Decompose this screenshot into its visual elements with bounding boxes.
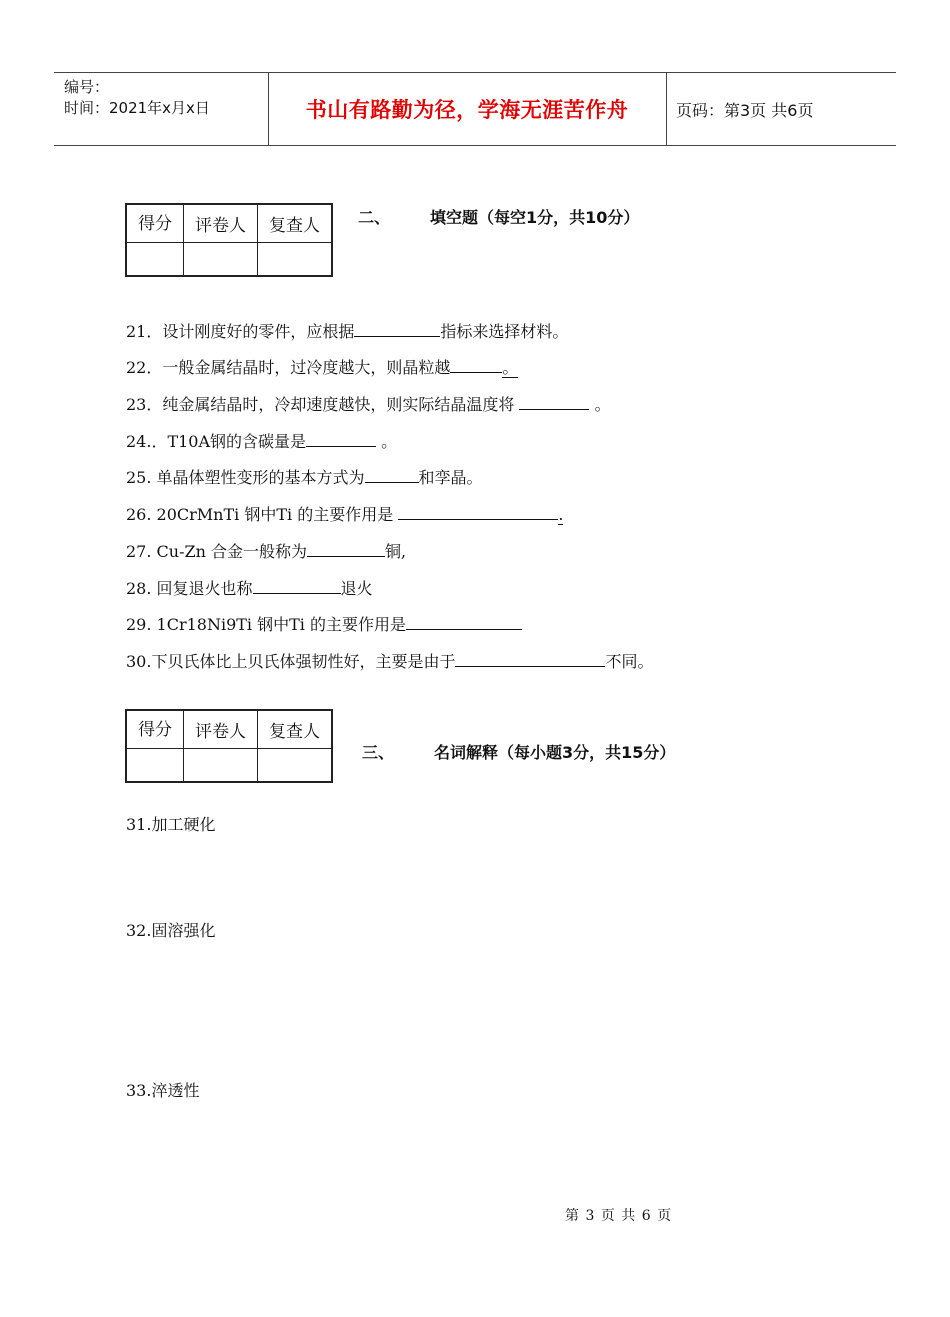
answer-blank[interactable]	[354, 320, 440, 337]
reviewer-cell[interactable]	[258, 748, 333, 782]
question-text: 30.下贝氏体比上贝氏体强韧性好，主要是由于	[126, 652, 456, 671]
question-text: 。	[594, 395, 611, 414]
question-29	[126, 613, 522, 635]
section3-title: 名词解释（每小题3分，共15分）	[434, 743, 676, 762]
code-label: 编号：	[64, 78, 110, 96]
question-25	[126, 466, 483, 488]
question-text: 。	[381, 432, 398, 451]
question-27	[126, 540, 406, 562]
grader-cell[interactable]	[184, 242, 258, 276]
grader-header: 评卷人	[184, 204, 258, 242]
question-text: 不同。	[605, 652, 654, 671]
question-26	[126, 503, 563, 525]
header-motto: 书山有路勤为径，学海无涯苦作舟	[305, 98, 629, 122]
score-table-section3	[125, 709, 333, 783]
question-text: .	[558, 505, 564, 524]
answer-blank[interactable]	[398, 503, 558, 520]
header-meta	[64, 77, 264, 119]
header-page-info: 页码：第3页 共6页	[676, 100, 814, 120]
reviewer-header: 复查人	[258, 710, 333, 748]
question-32: 32.固溶强化	[126, 921, 216, 940]
question-31: 31.加工硬化	[126, 815, 216, 834]
question-text: 26. 20CrMnTi 钢中Ti 的主要作用是	[126, 505, 394, 524]
answer-blank[interactable]	[306, 430, 376, 447]
question-text: 29. 1Cr18Ni9Ti 钢中Ti 的主要作用是	[126, 615, 407, 634]
page-header	[54, 72, 896, 146]
question-28	[126, 577, 373, 599]
question-text: 21．设计刚度好的零件，应根据	[126, 322, 355, 341]
question-text: 。	[502, 358, 519, 377]
question-21	[126, 320, 568, 342]
answer-blank[interactable]	[450, 356, 502, 373]
question-33: 33.淬透性	[126, 1081, 200, 1100]
question-24	[126, 430, 397, 452]
reviewer-cell[interactable]	[258, 242, 333, 276]
header-divider	[666, 73, 667, 145]
section2-number: 二、	[358, 208, 391, 227]
page-footer: 第 3 页 共 6 页	[565, 1208, 673, 1224]
score-table-section2	[125, 203, 333, 277]
question-text: 指标来选择材料。	[440, 322, 569, 341]
time-label: 时间：2021年x月x日	[64, 99, 210, 117]
answer-blank[interactable]	[455, 650, 605, 667]
answer-blank[interactable]	[519, 393, 589, 410]
grader-cell[interactable]	[184, 748, 258, 782]
question-text: 25. 单晶体塑性变形的基本方式为	[126, 468, 365, 487]
section3-heading	[362, 740, 675, 763]
question-text: 和孪晶。	[418, 468, 483, 487]
reviewer-header: 复查人	[258, 204, 333, 242]
score-cell[interactable]	[126, 242, 184, 276]
question-text: 铜,	[385, 542, 407, 561]
question-text: 24.．T10A钢的含碳量是	[126, 432, 307, 451]
answer-blank[interactable]	[406, 613, 522, 630]
answer-blank[interactable]	[253, 577, 341, 594]
question-text: 23．纯金属结晶时，冷却速度越快，则实际结晶温度将	[126, 395, 515, 414]
score-header: 得分	[126, 204, 184, 242]
answer-blank[interactable]	[307, 540, 385, 557]
section2-heading	[358, 205, 639, 228]
question-22	[126, 356, 518, 378]
grader-header: 评卷人	[184, 710, 258, 748]
question-30	[126, 650, 653, 672]
question-text: 22．一般金属结晶时，过冷度越大，则晶粒越	[126, 358, 451, 377]
question-text: 27. Cu-Zn 合金一般称为	[126, 542, 307, 561]
score-cell[interactable]	[126, 748, 184, 782]
score-header: 得分	[126, 710, 184, 748]
section2-title: 填空题（每空1分，共10分）	[430, 208, 640, 227]
question-text: 28. 回复退火也称	[126, 579, 253, 598]
answer-blank[interactable]	[365, 466, 419, 483]
question-text: 退火	[340, 579, 373, 598]
question-23	[126, 393, 611, 415]
section3-number: 三、	[362, 743, 395, 762]
